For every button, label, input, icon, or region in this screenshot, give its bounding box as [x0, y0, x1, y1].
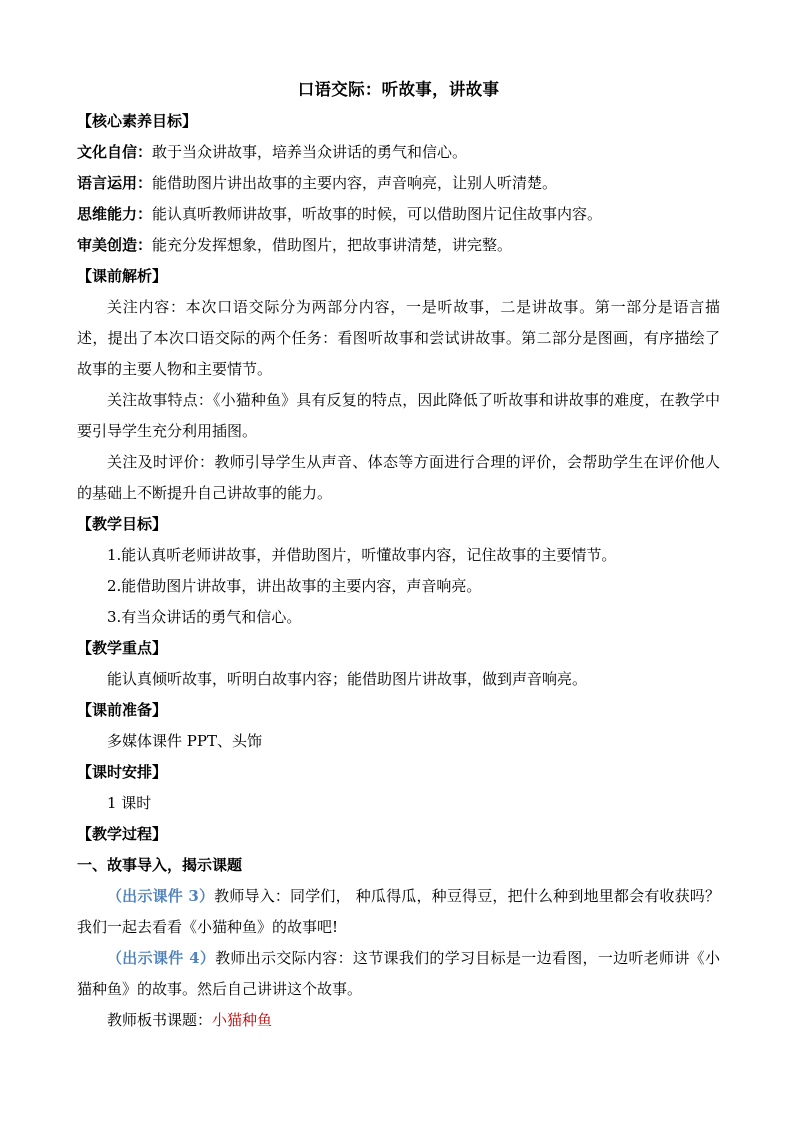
heading-teaching-goals: 【教学目标】: [77, 515, 168, 533]
board-title-line: [77, 1005, 720, 1036]
board-title-label: 教师板书课题：: [107, 1011, 213, 1029]
courseware-tag: （出示课件 3）: [107, 887, 215, 905]
analysis-paragraph: 关注故事特点：《小猫种鱼》具有反复的特点，因此降低了听故事和讲故事的难度，在教学中要引导学生充分利用插图。: [77, 391, 720, 440]
heading-teaching-key: 【教学重点】: [77, 639, 168, 657]
page-title: 口语交际：听故事，讲故事: [297, 80, 500, 99]
process-paragraph: [77, 881, 720, 943]
board-title-value: 小猫种鱼: [212, 1011, 273, 1029]
core-item-label: 语言运用：: [77, 174, 153, 192]
core-item-thinking: [77, 199, 720, 230]
core-item-label: 审美创造：: [77, 236, 153, 254]
heading-preparation: 【课前准备】: [77, 701, 168, 719]
process-paragraph: [77, 943, 720, 1005]
core-item-label: 思维能力：: [77, 205, 153, 223]
heading-teaching-process: 【教学过程】: [77, 825, 168, 843]
step-heading: 一、故事导入，揭示课题: [77, 856, 243, 874]
heading-schedule: 【课时安排】: [77, 763, 168, 781]
core-item-text: 能借助图片讲出故事的主要内容，声音响亮，让别人听清楚。: [152, 174, 558, 192]
process-text: 教师出示交际内容：这节课我们的学习目标是一边看图，一边听老师讲《小猫种鱼》的故事。然后自己讲讲这个故事。: [77, 949, 720, 998]
goal-item: 1.能认真听老师讲故事，并借助图片，听懂故事内容，记住故事的主要情节。: [107, 546, 617, 564]
core-item-text: 敢于当众讲故事，培养当众讲话的勇气和信心。: [152, 143, 468, 161]
analysis-paragraph: 关注内容：本次口语交际分为两部分内容，一是听故事，二是讲故事。第一部分是语言描述，提出了本次口语交际的两个任务：看图听故事和尝试讲故事。第二部分是图画，有序描绘了故事的主要人物和主要情节。: [77, 298, 720, 378]
core-item-label: 文化自信：: [77, 143, 153, 161]
schedule-text: 1 课时: [107, 794, 152, 812]
core-item-text: 能认真听教师讲故事，听故事的时候，可以借助图片记住故事内容。: [152, 205, 603, 223]
courseware-tag: （出示课件 4）: [107, 949, 216, 967]
heading-pre-analysis: 【课前解析】: [77, 267, 168, 285]
goal-item: 2.能借助图片讲故事，讲出故事的主要内容，声音响亮。: [107, 577, 482, 595]
process-text: 教师导入：同学们， 种瓜得瓜，种豆得豆，把什么种到地里都会有收获吗？我们一起去看看《小猫种鱼》的故事吧!: [77, 887, 720, 936]
core-item-culture: [77, 137, 720, 168]
goal-item: 3.有当众讲话的勇气和信心。: [107, 608, 302, 626]
analysis-paragraph: 关注及时评价：教师引导学生从声音、体态等方面进行合理的评价，会帮助学生在评价他人的基础上不断提升自己讲故事的能力。: [77, 453, 720, 502]
preparation-text: 多媒体课件 PPT、头饰: [107, 732, 262, 750]
teaching-key-text: 能认真倾听故事，听明白故事内容；能借助图片讲故事，做到声音响亮。: [107, 670, 588, 688]
core-item-text: 能充分发挥想象，借助图片，把故事讲清楚，讲完整。: [152, 236, 513, 254]
heading-core-goals: 【核心素养目标】: [77, 112, 198, 130]
core-item-aesthetic: [77, 230, 720, 261]
core-item-language: [77, 168, 720, 199]
